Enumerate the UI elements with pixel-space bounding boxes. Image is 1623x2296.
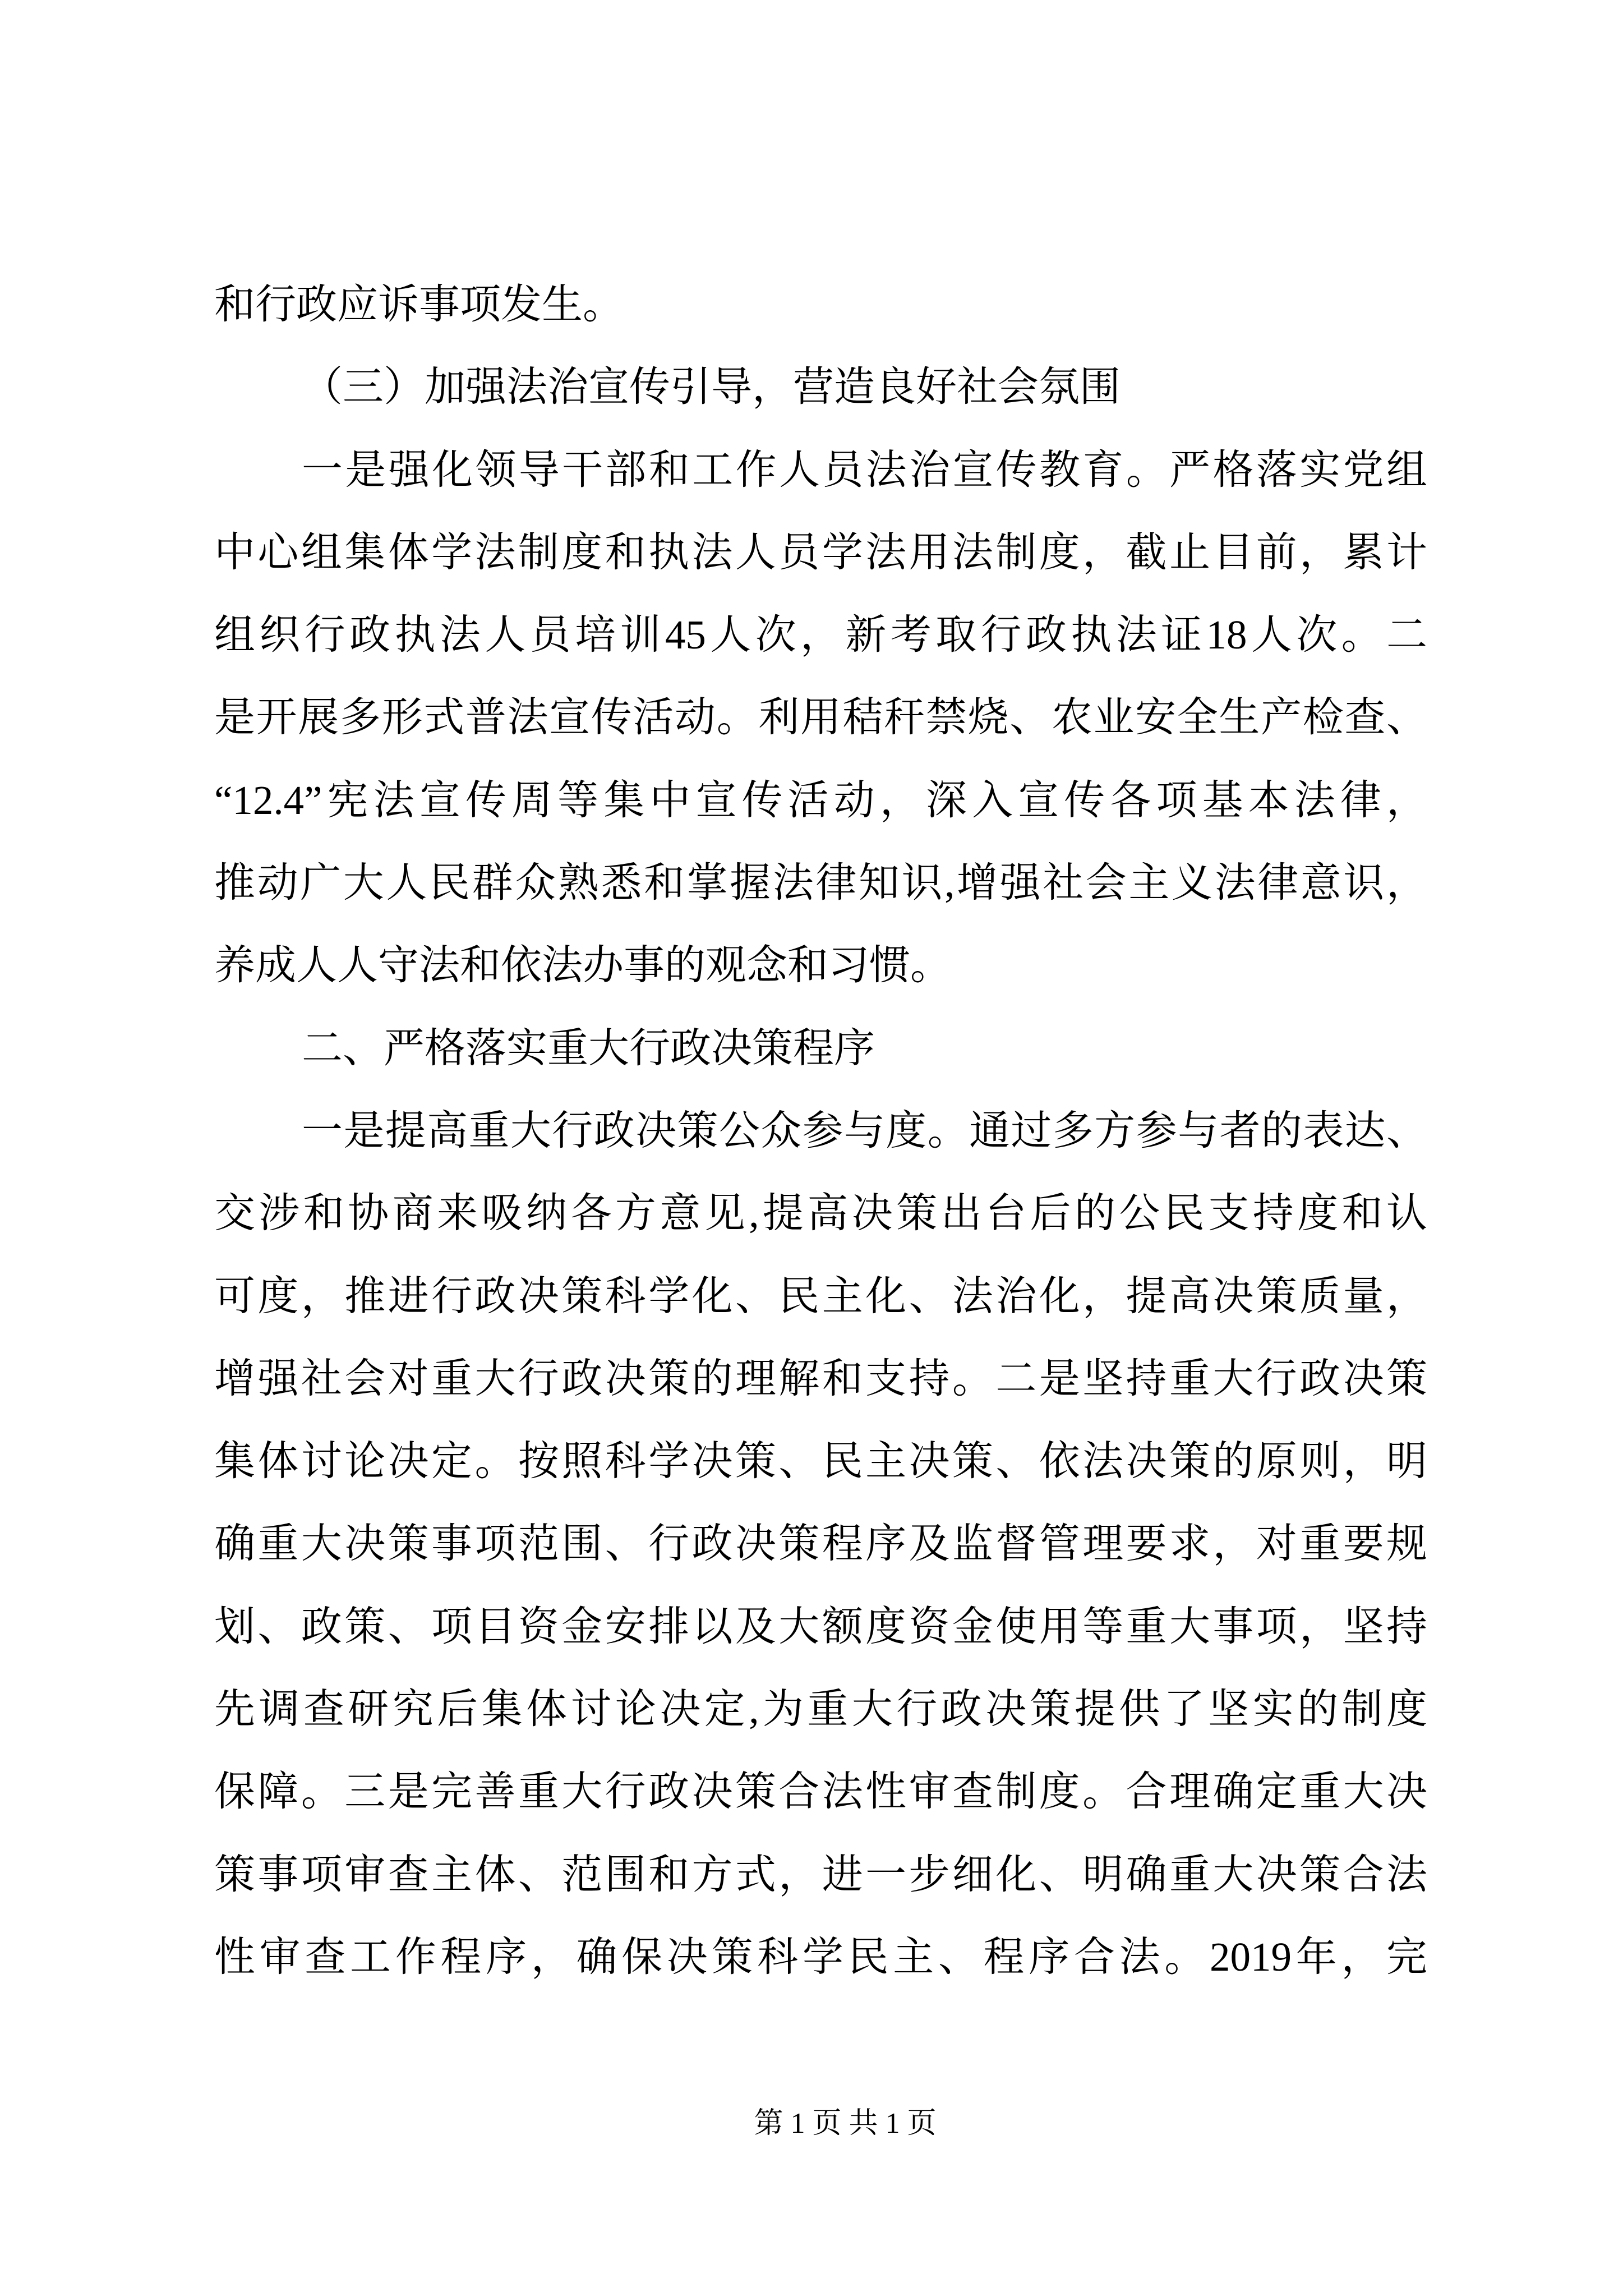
text-line: 性审查工作程序，确保决策科学民主、程序合法。2019年，完 [214,1934,1427,1980]
text-line: 中心组集体学法制度和执法人员学法用法制度，截止目前，累计 [214,529,1427,575]
document-body [214,263,1427,1998]
subsection-heading: （三）加强法治宣传引导，营造良好社会氛围 [302,364,1121,410]
text-line: 划、政策、项目资金安排以及大额度资金使用等重大事项，坚持 [214,1603,1427,1649]
text-line: 一是强化领导干部和工作人员法治宣传教育。严格落实党组 [302,447,1427,493]
section-paragraph [214,1089,1427,1998]
page-number-footer: 第 1 页 共 1 页 [754,2108,937,2139]
text-line: 是开展多形式普法宣传活动。利用秸秆禁烧、农业安全生产检查、 [214,694,1427,740]
text-line: 一是提高重大行政决策公众参与度。通过多方参与者的表达、 [302,1107,1427,1153]
text-line: 保障。三是完善重大行政决策合法性审查制度。合理确定重大决 [214,1769,1427,1815]
continued-paragraph [214,263,1427,346]
text-line: 先调查研究后集体讨论决定,为重大行政决策提供了坚实的制度 [214,1686,1427,1732]
section-heading: 二、严格落实重大行政决策程序 [302,1025,875,1071]
text-line: 可度，推进行政决策科学化、民主化、法治化，提高决策质量， [214,1273,1427,1319]
text-line: 交涉和协商来吸纳各方意见,提高决策出台后的公民支持度和认 [214,1190,1427,1236]
text-line: 集体讨论决定。按照科学决策、民主决策、依法决策的原则，明 [214,1438,1427,1484]
text-line: 组织行政执法人员培训45人次，新考取行政执法证18人次。二 [214,612,1427,658]
text-line: 和行政应诉事项发生。 [214,282,624,327]
text-line: 增强社会对重大行政决策的理解和支持。二是坚持重大行政决策 [214,1355,1427,1401]
text-line: 推动广大人民群众熟悉和掌握法律知识,增强社会主义法律意识， [214,860,1427,906]
subsection-paragraph [214,429,1427,1007]
text-line: 养成人人守法和依法办事的观念和习惯。 [214,942,951,988]
text-line: 确重大决策事项范围、行政决策程序及监督管理要求，对重要规 [214,1521,1427,1567]
text-line: 策事项审查主体、范围和方式，进一步细化、明确重大决策合法 [214,1851,1427,1897]
text-line: “12.4”宪法宣传周等集中宣传活动，深入宣传各项基本法律， [214,777,1427,823]
